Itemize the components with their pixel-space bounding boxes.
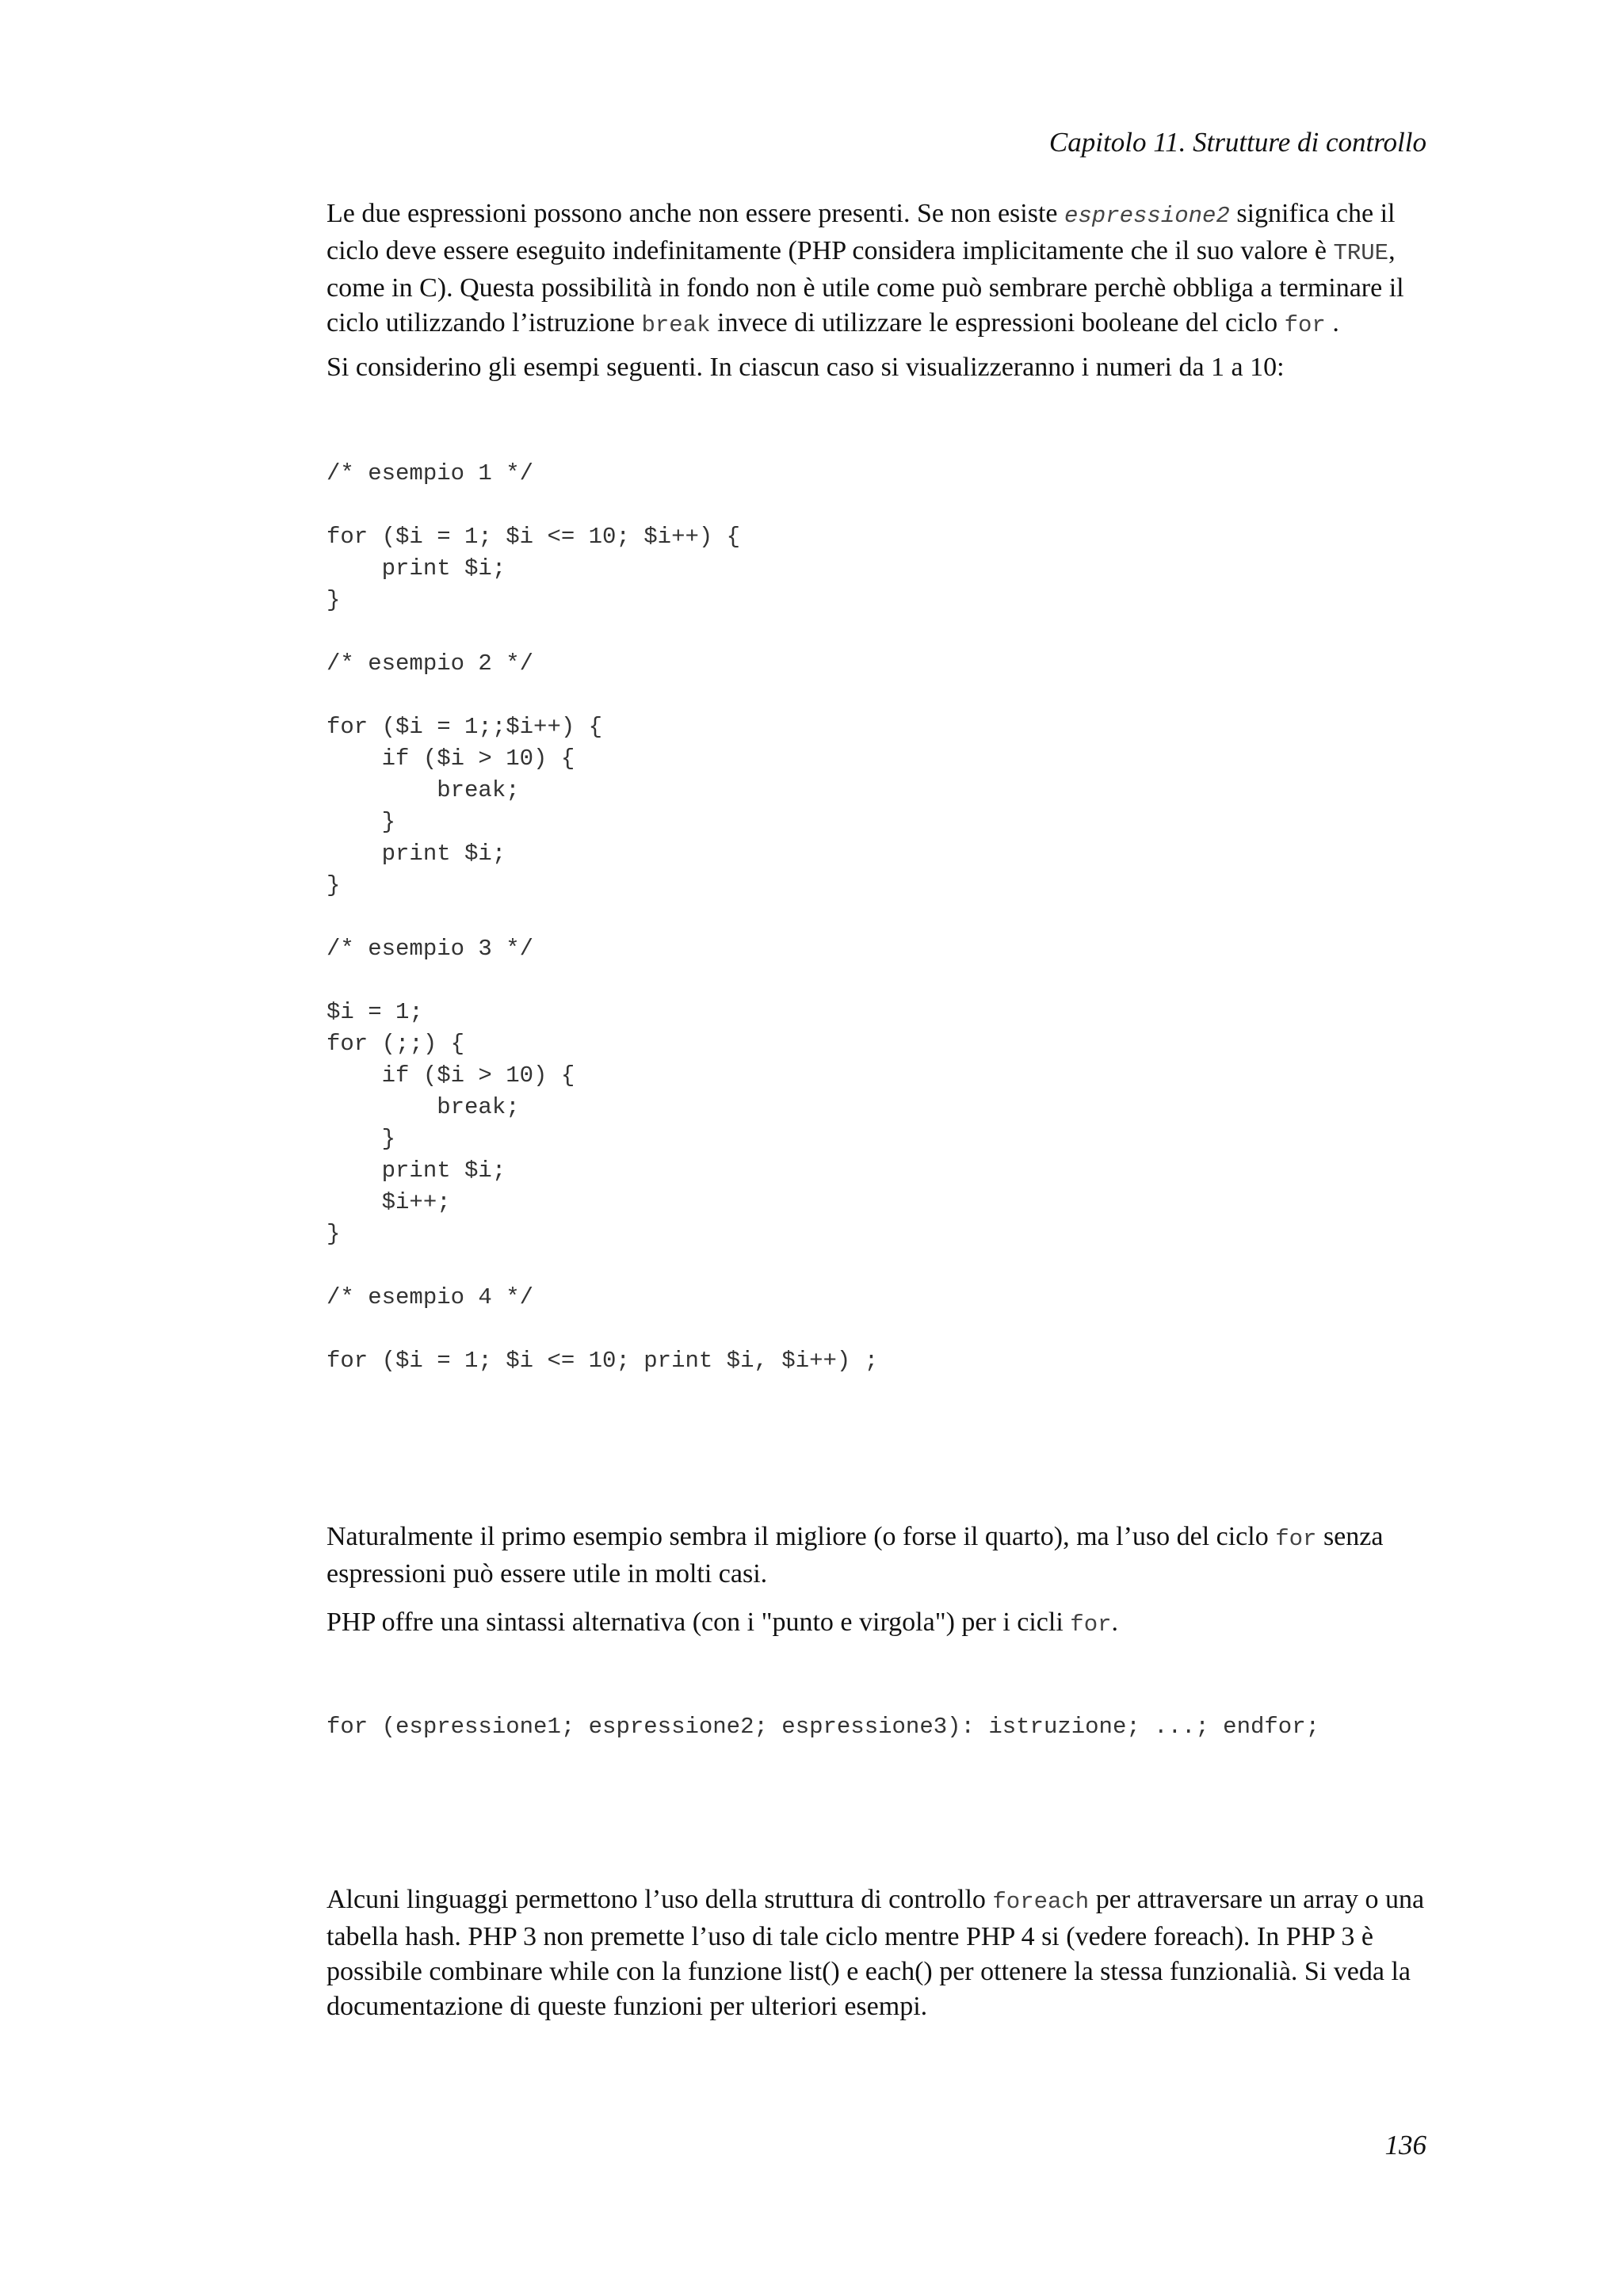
page-number: 136: [1384, 2130, 1426, 2161]
text-run: , come in C). Questa possibilità in fondo non è utile come può sembrare perchè obbliga a terminare il ciclo utilizzando l’istruzione: [327, 236, 1404, 338]
text-run: .: [1325, 308, 1339, 338]
text-run: Alcuni linguaggi permettono l’uso della struttura di controllo: [327, 1885, 993, 1914]
chapter-header: Capitolo 11. Strutture di controllo: [1048, 127, 1426, 158]
paragraph-examples-intro: Si considerino gli esempi seguenti. In ciascun caso si visualizzeranno i numeri da 1 a 10:: [327, 353, 1285, 382]
text-run: Le due espressioni possono anche non essere presenti. Se non esiste: [327, 199, 1064, 228]
paragraph-foreach: [327, 1882, 1436, 2024]
text-run: significa che il ciclo deve essere eseguito indefinitamente (PHP considera implicitamente che il suo valore è: [327, 199, 1396, 265]
text-run: Naturalmente il primo esempio sembra il migliore (o forse il quarto), ma l’uso del ciclo: [327, 1522, 1276, 1551]
code-block-alternative-syntax: for (espressione1; espressione2; espressione3): istruzione; ...; endfor;: [327, 1714, 1320, 1740]
code-block-for-examples: /* esempio 1 */ for ($i = 1; $i <= 10; $i++) { print $i; } /* esempio 2 */ for ($i = 1;;$i++) { if ($i > 10) { break; } print $i; } /* esempio 3 */ $i = 1; for (;;) { if ($i > 10) { break; } print $i; $i++; } /* esempio 4 */ for ($i = 1; $i <= 10; print $i, $i++) ;: [327, 460, 879, 1374]
inline-code-true: TRUE: [1333, 240, 1389, 266]
text-run: PHP offre una sintassi alternativa (con i "punto e virgola") per i cicli: [327, 1608, 1071, 1637]
text-run: invece di utilizzare le espressioni booleane del ciclo: [710, 308, 1285, 338]
inline-code-for: for: [1275, 1526, 1317, 1552]
paragraph-empty-expressions: [327, 196, 1436, 343]
text-run: per attraversare un array o una tabella hash. PHP 3 non premette l’uso di tale ciclo mentre PHP 4 si (vedere foreach). In PHP 3 è possibile combinare while con la funzione list() e each() per ottenere la stessa funzionalià. Si veda la documentazione di queste funzioni per ulteriori esempi.: [327, 1885, 1425, 2021]
paragraph-alternative-syntax: [327, 1605, 1436, 1642]
text-run: .: [1111, 1608, 1119, 1637]
inline-code-foreach: foreach: [992, 1889, 1090, 1915]
inline-code-espressione2: espressione2: [1064, 203, 1230, 229]
text-run: senza espressioni può essere utile in molti casi.: [327, 1522, 1384, 1589]
paragraph-conclusion: [327, 1520, 1436, 1592]
inline-code-for: for: [1284, 312, 1326, 338]
inline-code-break: break: [641, 312, 711, 338]
inline-code-for: for: [1070, 1611, 1112, 1638]
